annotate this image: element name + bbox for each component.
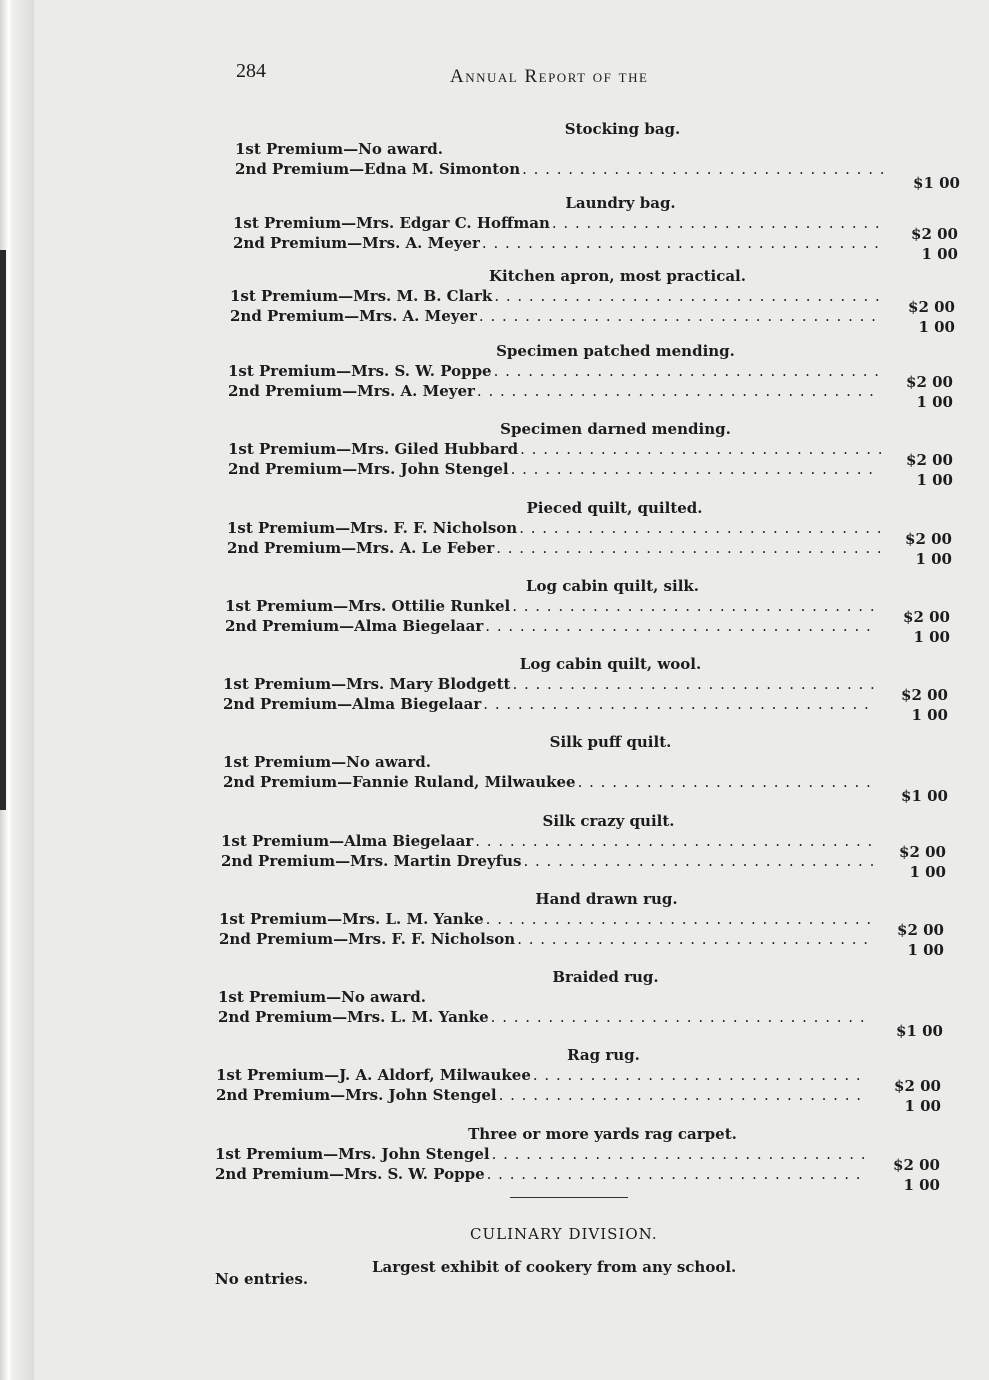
entry-label: 2nd Premium—Mrs. A. Meyer xyxy=(228,382,475,400)
dot-leader xyxy=(485,616,878,636)
entry-amount: $1 00 xyxy=(913,174,960,192)
entry-label: 2nd Premium—Edna M. Simonton xyxy=(235,160,521,178)
entry-label: 2nd Premium—Fannie Ruland, Milwaukee xyxy=(223,773,576,791)
entry-amount: 1 00 xyxy=(909,863,946,881)
dot-leader xyxy=(517,929,872,949)
dot-leader xyxy=(494,361,881,381)
premium-section xyxy=(221,812,946,881)
entry-amount: $2 00 xyxy=(894,1077,941,1095)
dot-leader xyxy=(578,772,876,792)
dot-leader xyxy=(522,159,888,179)
entry-amount: $2 00 xyxy=(908,298,955,316)
entry-amount: $2 00 xyxy=(906,373,953,391)
entry-label: 1st Premium—Mrs. L. M. Yanke xyxy=(219,910,484,928)
section-title: Braided rug. xyxy=(552,968,659,986)
entry-label: 1st Premium—Mrs. Giled Hubbard xyxy=(228,440,519,458)
premium-entry xyxy=(223,752,948,772)
entry-label: 1st Premium—Mrs. S. W. Poppe xyxy=(228,362,492,380)
dot-leader xyxy=(512,674,876,694)
premium-entry xyxy=(223,694,948,724)
dot-leader xyxy=(479,306,883,326)
section-title: Hand drawn rug. xyxy=(535,890,678,908)
entry-amount: 1 00 xyxy=(915,550,952,568)
entry-amount: 1 00 xyxy=(907,941,944,959)
premium-entry xyxy=(230,306,955,336)
entry-label: 1st Premium—No award. xyxy=(235,140,444,158)
entry-amount: $2 00 xyxy=(899,843,946,861)
premium-entry xyxy=(233,233,958,263)
premium-entry xyxy=(219,929,944,959)
dot-leader xyxy=(475,831,874,851)
premium-section xyxy=(235,120,960,192)
entry-amount: $1 00 xyxy=(901,787,948,805)
dot-leader xyxy=(494,286,883,306)
dot-leader xyxy=(499,1085,869,1105)
entry-label: 2nd Premium—Mrs. Martin Dreyfus xyxy=(221,852,522,870)
entry-label: 1st Premium—Mrs. F. F. Nicholson xyxy=(227,519,518,537)
entry-amount: $2 00 xyxy=(906,451,953,469)
running-head: Annual Report of the xyxy=(450,66,649,87)
dot-leader xyxy=(512,596,878,616)
section-divider xyxy=(510,1197,628,1198)
premium-entry xyxy=(218,987,943,1007)
dot-leader xyxy=(523,851,874,871)
entry-amount: 1 00 xyxy=(918,318,955,336)
premium-entry xyxy=(228,459,953,489)
entry-amount: $2 00 xyxy=(911,225,958,243)
section-title: Silk puff quilt. xyxy=(549,733,672,751)
section-title: Specimen darned mending. xyxy=(500,420,731,438)
entry-label: 2nd Premium—Alma Biegelaar xyxy=(225,617,484,635)
premium-section xyxy=(216,1046,941,1115)
premium-entry xyxy=(223,772,948,805)
premium-entry xyxy=(216,1085,941,1115)
section-title: Kitchen apron, most practical. xyxy=(489,267,746,285)
premium-section xyxy=(215,1125,940,1194)
entry-label: 2nd Premium—Mrs. S. W. Poppe xyxy=(215,1165,485,1183)
book-binding xyxy=(0,0,34,1380)
premium-section xyxy=(218,968,943,1040)
premium-section xyxy=(228,420,953,489)
entry-label: 2nd Premium—Mrs. John Stengel xyxy=(216,1086,497,1104)
dot-leader xyxy=(533,1065,869,1085)
no-entries-note: No entries. xyxy=(215,1270,309,1288)
premium-section xyxy=(233,194,958,263)
entry-label: 1st Premium—Mrs. Ottilie Runkel xyxy=(225,597,511,615)
entry-label: 2nd Premium—Mrs. L. M. Yanke xyxy=(218,1008,489,1026)
entry-amount: 1 00 xyxy=(921,245,958,263)
entry-amount: $2 00 xyxy=(905,530,952,548)
premium-section xyxy=(227,499,952,568)
dot-leader xyxy=(520,439,881,459)
entry-label: 2nd Premium—Mrs. A. Meyer xyxy=(233,234,480,252)
dot-leader xyxy=(552,213,886,233)
premium-entry xyxy=(228,381,953,411)
binding-shadow xyxy=(0,250,6,810)
premium-section xyxy=(223,733,948,805)
premium-entry xyxy=(221,851,946,881)
entry-amount: $2 00 xyxy=(901,686,948,704)
entry-amount: $2 00 xyxy=(893,1156,940,1174)
dot-leader xyxy=(486,909,872,929)
entry-amount: $1 00 xyxy=(896,1022,943,1040)
premium-section xyxy=(223,655,948,724)
section-title: Log cabin quilt, silk. xyxy=(525,577,700,595)
dot-leader xyxy=(519,518,880,538)
division-title: CULINARY DIVISION. xyxy=(470,1225,658,1243)
section-title: Specimen patched mending. xyxy=(496,342,735,360)
entry-label: 1st Premium—No award. xyxy=(223,753,432,771)
entry-label: 1st Premium—Mrs. Edgar C. Hoffman xyxy=(233,214,550,232)
premium-entry xyxy=(235,139,960,159)
page-number: 284 xyxy=(236,60,266,82)
premium-entry xyxy=(215,1164,940,1194)
entry-label: 2nd Premium—Alma Biegelaar xyxy=(223,695,482,713)
premium-entry xyxy=(235,159,960,192)
premium-entry xyxy=(218,1007,943,1040)
premium-section xyxy=(219,890,944,959)
document-page xyxy=(40,0,989,1380)
dot-leader xyxy=(491,1007,871,1027)
entry-amount: 1 00 xyxy=(903,1176,940,1194)
entry-label: 1st Premium—No award. xyxy=(218,988,427,1006)
entry-amount: 1 00 xyxy=(916,471,953,489)
dot-leader xyxy=(477,381,881,401)
entry-label: 2nd Premium—Mrs. F. F. Nicholson xyxy=(219,930,516,948)
section-title: Silk crazy quilt. xyxy=(542,812,675,830)
entry-amount: 1 00 xyxy=(911,706,948,724)
entry-amount: 1 00 xyxy=(913,628,950,646)
premium-section xyxy=(230,267,955,336)
entry-amount: 1 00 xyxy=(916,393,953,411)
premium-section xyxy=(228,342,953,411)
premium-entry xyxy=(227,538,952,568)
section-title: Three or more yards rag carpet. xyxy=(468,1125,737,1143)
section-title: Stocking bag. xyxy=(564,120,681,138)
dot-leader xyxy=(492,1144,868,1164)
entry-label: 2nd Premium—Mrs. A. Meyer xyxy=(230,307,477,325)
division-subtitle: Largest exhibit of cookery from any school. xyxy=(372,1258,737,1276)
section-title: Rag rug. xyxy=(567,1046,640,1064)
entry-label: 1st Premium—Mrs. M. B. Clark xyxy=(230,287,493,305)
premium-section xyxy=(225,577,950,646)
entry-amount: $2 00 xyxy=(903,608,950,626)
section-title: Log cabin quilt, wool. xyxy=(519,655,702,673)
entry-amount: $2 00 xyxy=(897,921,944,939)
entry-label: 2nd Premium—Mrs. A. Le Feber xyxy=(227,539,495,557)
dot-leader xyxy=(487,1164,868,1184)
dot-leader xyxy=(483,694,876,714)
dot-leader xyxy=(482,233,886,253)
entry-label: 1st Premium—J. A. Aldorf, Milwaukee xyxy=(216,1066,531,1084)
section-title: Pieced quilt, quilted. xyxy=(526,499,703,517)
section-title: Laundry bag. xyxy=(565,194,676,212)
entry-label: 1st Premium—Mrs. Mary Blodgett xyxy=(223,675,511,693)
entry-label: 2nd Premium—Mrs. John Stengel xyxy=(228,460,509,478)
entry-label: 1st Premium—Alma Biegelaar xyxy=(221,832,474,850)
entry-amount: 1 00 xyxy=(904,1097,941,1115)
dot-leader xyxy=(511,459,881,479)
dot-leader xyxy=(496,538,880,558)
entry-label: 1st Premium—Mrs. John Stengel xyxy=(215,1145,490,1163)
premium-entry xyxy=(225,616,950,646)
